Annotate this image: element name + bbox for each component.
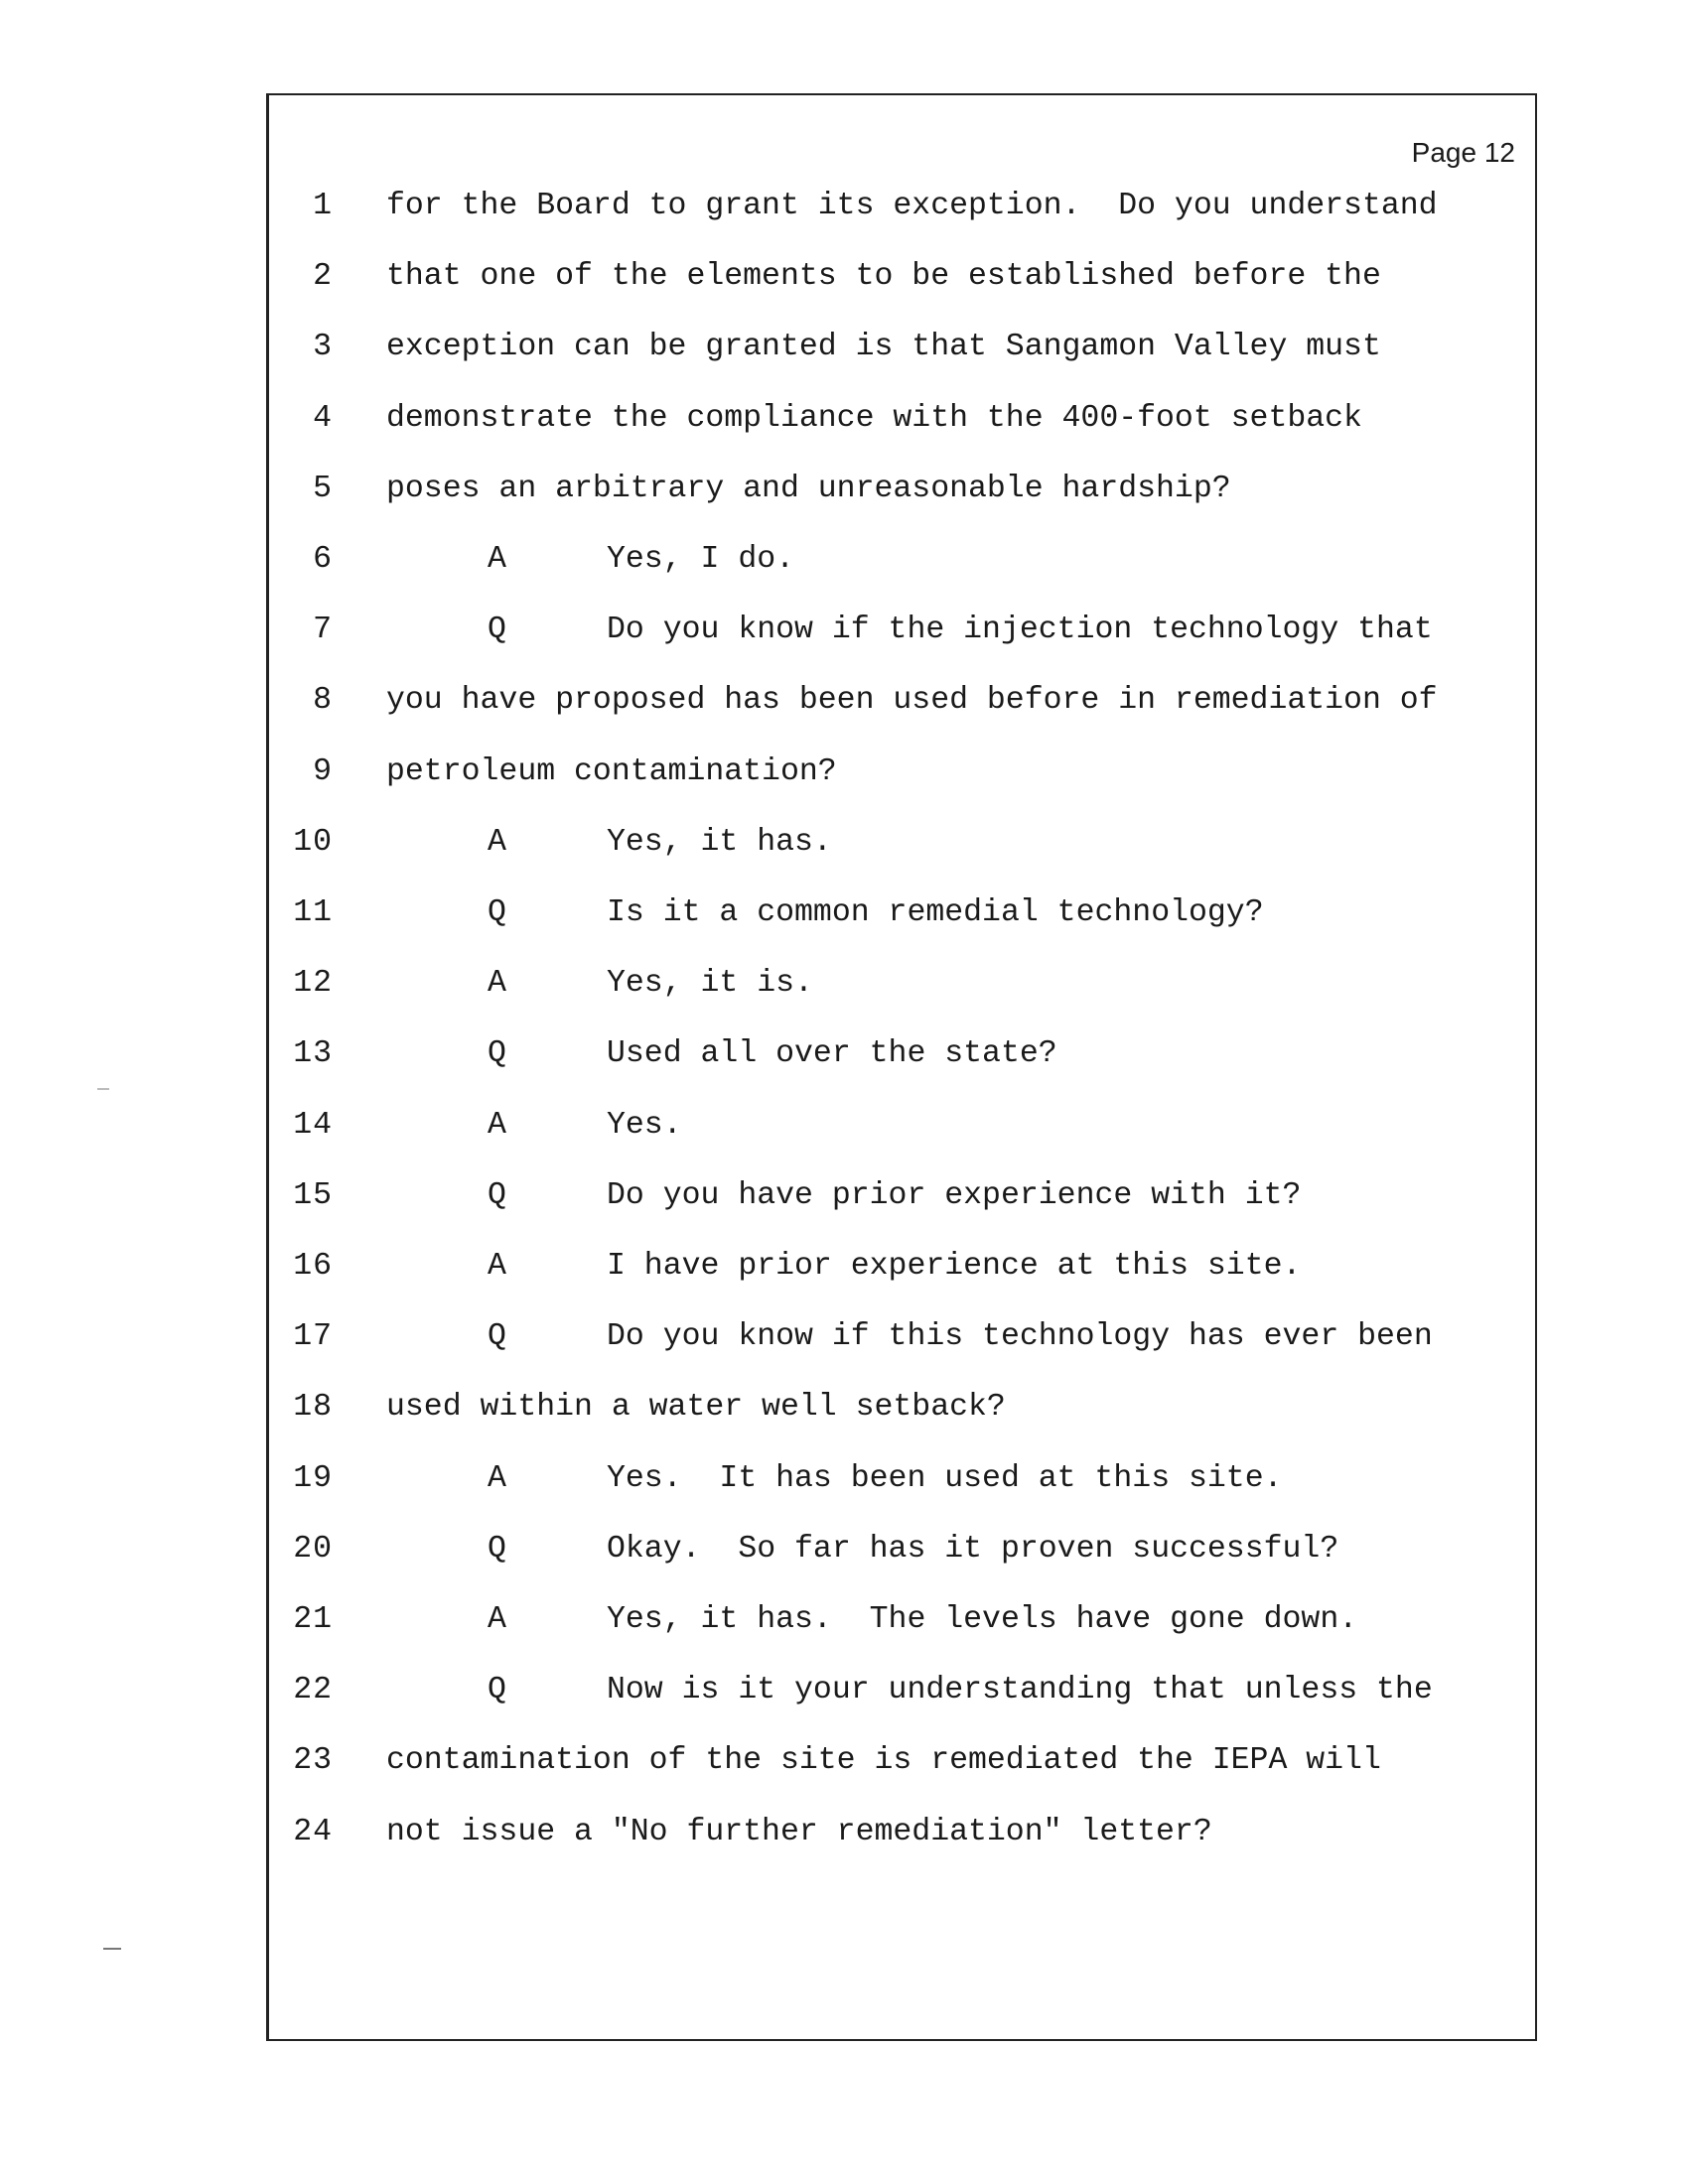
line-number: 8 xyxy=(313,683,333,719)
transcript-line xyxy=(269,964,1535,1004)
transcript-line xyxy=(269,399,1535,439)
scan-mark xyxy=(97,1088,109,1090)
line-text: you have proposed has been used before in remediation of xyxy=(386,683,1438,719)
speaker-label: A xyxy=(488,1602,506,1637)
transcript-line xyxy=(269,1813,1535,1852)
transcript-line xyxy=(269,1034,1535,1074)
speaker-label: Q xyxy=(488,895,506,930)
speaker-label: A xyxy=(488,1107,506,1143)
transcript-line xyxy=(269,1741,1535,1781)
transcript-line xyxy=(269,681,1535,721)
transcript-line xyxy=(269,1106,1535,1146)
line-text: petroleum contamination? xyxy=(386,753,837,789)
line-number: 13 xyxy=(293,1036,333,1072)
page-number: Page 12 xyxy=(1411,137,1515,168)
transcript-line xyxy=(269,893,1535,933)
speaker-label: A xyxy=(488,1249,506,1284)
line-text: Yes. It has been used at this site. xyxy=(607,1460,1283,1496)
speaker-label: Q xyxy=(488,1319,506,1355)
transcript-line xyxy=(269,1176,1535,1216)
line-number: 14 xyxy=(293,1107,333,1143)
line-text: contamination of the site is remediated the IEPA will xyxy=(386,1743,1381,1779)
line-text: Yes, it is. xyxy=(607,966,813,1002)
speaker-label: A xyxy=(488,824,506,860)
transcript-line xyxy=(269,1600,1535,1640)
scan-mark xyxy=(103,1948,121,1950)
line-number: 11 xyxy=(293,895,333,930)
speaker-label: Q xyxy=(488,1531,506,1567)
line-number: 3 xyxy=(313,330,333,365)
transcript-line xyxy=(269,752,1535,792)
line-number: 12 xyxy=(293,966,333,1002)
transcript-page xyxy=(266,93,1537,2041)
transcript-line xyxy=(269,1530,1535,1570)
transcript-line xyxy=(269,1671,1535,1710)
speaker-label: Q xyxy=(488,1673,506,1708)
line-text: Okay. So far has it proven successful? xyxy=(607,1531,1339,1567)
line-number: 9 xyxy=(313,753,333,789)
line-text: exception can be granted is that Sangamon Valley must xyxy=(386,330,1381,365)
line-number: 17 xyxy=(293,1319,333,1355)
line-number: 5 xyxy=(313,471,333,506)
speaker-label: Q xyxy=(488,1036,506,1072)
line-text: not issue a "No further remediation" letter? xyxy=(386,1814,1212,1849)
line-text: poses an arbitrary and unreasonable hardship? xyxy=(386,471,1231,506)
line-number: 2 xyxy=(313,259,333,295)
line-number: 23 xyxy=(293,1743,333,1779)
speaker-label: A xyxy=(488,542,506,577)
speaker-label: A xyxy=(488,1460,506,1496)
line-text: Yes. xyxy=(607,1107,682,1143)
speaker-label: Q xyxy=(488,613,506,648)
line-number: 15 xyxy=(293,1177,333,1213)
speaker-label: Q xyxy=(488,1177,506,1213)
transcript-line xyxy=(269,611,1535,650)
line-number: 4 xyxy=(313,400,333,436)
line-text: Now is it your understanding that unless the xyxy=(607,1673,1433,1708)
transcript-line xyxy=(269,470,1535,509)
line-number: 16 xyxy=(293,1249,333,1284)
line-number: 20 xyxy=(293,1531,333,1567)
line-text: I have prior experience at this site. xyxy=(607,1249,1302,1284)
line-number: 18 xyxy=(293,1390,333,1426)
speaker-label: A xyxy=(488,966,506,1002)
line-text: for the Board to grant its exception. Do you understand xyxy=(386,189,1438,223)
line-text: Do you know if this technology has ever been xyxy=(607,1319,1433,1355)
line-number: 1 xyxy=(313,189,333,223)
line-number: 7 xyxy=(313,613,333,648)
line-text: used within a water well setback? xyxy=(386,1390,1006,1426)
line-text: Yes, it has. The levels have gone down. xyxy=(607,1602,1358,1637)
line-text: Used all over the state? xyxy=(607,1036,1057,1072)
transcript-line xyxy=(269,1317,1535,1357)
transcript-line xyxy=(269,187,1535,226)
transcript-line xyxy=(269,540,1535,580)
line-text: Do you have prior experience with it? xyxy=(607,1177,1302,1213)
line-number: 24 xyxy=(293,1814,333,1849)
line-text: that one of the elements to be established before the xyxy=(386,259,1381,295)
line-text: Yes, I do. xyxy=(607,542,795,577)
line-text: Do you know if the injection technology that xyxy=(607,613,1433,648)
line-number: 19 xyxy=(293,1460,333,1496)
line-number: 10 xyxy=(293,824,333,860)
line-number: 6 xyxy=(313,542,333,577)
transcript-line xyxy=(269,257,1535,297)
transcript-line xyxy=(269,823,1535,863)
transcript-line xyxy=(269,1459,1535,1499)
transcript-line xyxy=(269,1247,1535,1287)
line-number: 22 xyxy=(293,1673,333,1708)
line-number: 21 xyxy=(293,1602,333,1637)
line-text: demonstrate the compliance with the 400-foot setback xyxy=(386,400,1362,436)
transcript-line xyxy=(269,328,1535,367)
transcript-line xyxy=(269,1388,1535,1428)
line-text: Yes, it has. xyxy=(607,824,832,860)
line-text: Is it a common remedial technology? xyxy=(607,895,1264,930)
